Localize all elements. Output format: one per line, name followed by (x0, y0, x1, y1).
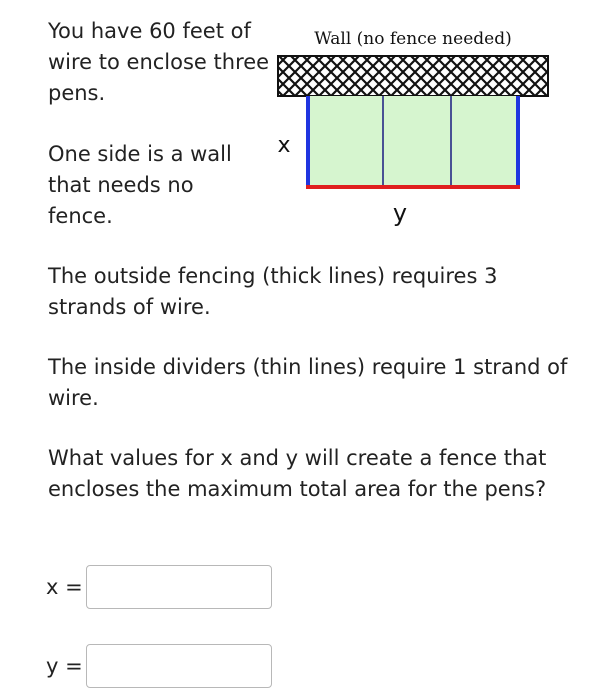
y-answer-input[interactable] (86, 644, 272, 688)
inside-dividers-text: The inside dividers (thin lines) require 1 strand of wire. (48, 355, 568, 410)
y-answer-label: y = (46, 654, 83, 678)
wall (278, 56, 548, 96)
intro-text: You have 60 feet of wire to enclose three pens. (48, 19, 270, 105)
wall-label: Wall (no fence needed) (314, 29, 512, 49)
question-text: What values for x and y will create a fence that encloses the maximum total area for the pens? (48, 446, 547, 501)
outside-fencing-text: The outside fencing (thick lines) requires 3 strands of wire. (48, 264, 498, 319)
x-answer-input[interactable] (86, 565, 272, 609)
pen-area (307, 96, 519, 187)
x-answer-label: x = (46, 575, 83, 599)
pen-diagram (265, 18, 565, 238)
y-dimension-label: y (392, 199, 408, 227)
wall-note-text: One side is a wall that needs no fence. (48, 142, 232, 228)
x-dimension-label: x (277, 133, 291, 158)
